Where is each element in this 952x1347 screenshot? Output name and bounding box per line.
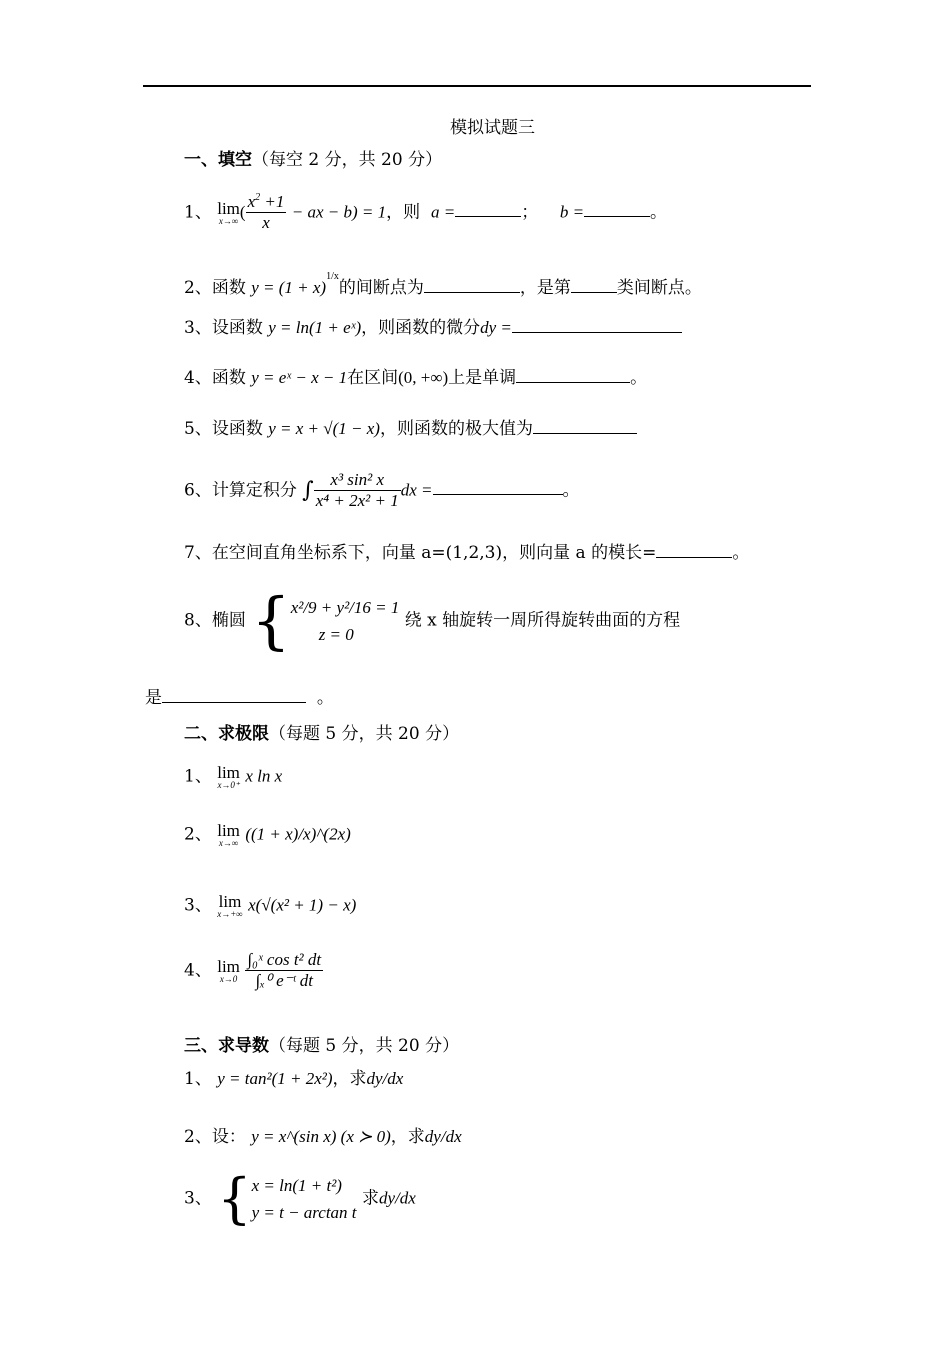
expression: y = x + √(1 − x) xyxy=(268,419,380,438)
derivative-question-2 xyxy=(184,1128,462,1146)
fill-question-8-tail xyxy=(145,688,334,707)
limit-question-4 xyxy=(184,950,323,992)
derivative-question-3 xyxy=(184,1167,416,1231)
section-2-note: （每题 5 分，共 20 分） xyxy=(269,724,460,744)
period: 。 xyxy=(562,480,580,501)
limit-question-2 xyxy=(184,822,351,848)
answer-blank[interactable] xyxy=(162,688,306,703)
text: 是 xyxy=(145,688,162,708)
expression: x ln x xyxy=(245,766,283,786)
fill-question-7 xyxy=(184,543,749,562)
equation-tail: dx = xyxy=(400,480,433,500)
limit-operator: lim x→∞ xyxy=(217,198,240,226)
fraction: $\frac{\text{x³ sin² x}}{\text{x⁴ + 2x² + 1}}$ xyxy=(315,470,399,511)
question-number: 8、 xyxy=(184,610,212,631)
question-number: 3、 xyxy=(184,895,212,916)
question-number: 6、 xyxy=(184,480,212,501)
header-rule xyxy=(143,85,811,87)
answer-blank[interactable] xyxy=(424,278,520,293)
answer-blank[interactable] xyxy=(516,368,630,383)
fill-question-2 xyxy=(184,272,702,297)
expression: y = eˣ − x − 1 xyxy=(251,368,348,387)
answer-blank[interactable] xyxy=(533,419,637,434)
section-heading-2 xyxy=(184,726,459,743)
fill-question-1: 1、 lim x→∞ ( $\frac{x^2 +1}{x}$ − ax − b) = 1，则 a = ； b = 。 xyxy=(184,192,668,233)
expression: y = x^(sin x) (x ≻ 0) xyxy=(251,1127,391,1146)
section-3-title: 三、求导数 xyxy=(184,1036,269,1056)
period: 。 xyxy=(732,543,750,563)
text: 在区间 xyxy=(347,368,399,388)
text: 函数 xyxy=(211,278,246,298)
question-number: 2、 xyxy=(184,1127,212,1147)
question-number: 1、 xyxy=(184,202,212,223)
interval: (0, +∞) xyxy=(398,368,449,387)
text: ，则函数的极大值为 xyxy=(379,419,533,439)
question-number: 7、 xyxy=(184,543,212,563)
limit-operator: lim x→0 xyxy=(217,956,240,984)
section-heading-3 xyxy=(184,1038,459,1055)
text: 上是单调 xyxy=(448,368,517,388)
limit-question-3 xyxy=(184,893,356,919)
brace: { xyxy=(217,1167,252,1231)
limit-operator: lim x→∞ xyxy=(217,821,240,848)
text: 设函数 xyxy=(211,419,263,439)
text: 类间断点。 xyxy=(616,278,702,298)
answer-blank[interactable] xyxy=(512,318,682,333)
text: 设： xyxy=(211,1127,246,1147)
derivative-target: dy/dx xyxy=(424,1127,462,1146)
period: 。 xyxy=(650,202,668,223)
text: ，求 xyxy=(332,1069,367,1089)
question-number: 1、 xyxy=(184,1069,212,1089)
text: 椭圆 xyxy=(211,610,246,631)
question-number: 2、 xyxy=(184,278,212,298)
period: 。 xyxy=(316,688,334,708)
fill-question-5 xyxy=(184,419,637,438)
text: ，求 xyxy=(390,1127,425,1147)
question-number: 3、 xyxy=(184,1188,212,1209)
question-number: 4、 xyxy=(184,368,212,388)
expression: ((1 + x)/x)^(2x) xyxy=(245,824,351,844)
answer-blank-b[interactable] xyxy=(584,202,650,217)
label-a: a = xyxy=(430,202,456,222)
answer-blank-a[interactable] xyxy=(455,202,521,217)
page-title: 模拟试题三 xyxy=(450,118,535,138)
fraction: $\frac{x^2 +1}{x}$ xyxy=(247,192,285,233)
section-1-note: （每空 2 分，共 20 分） xyxy=(252,150,443,170)
derivative-target: dy/dx xyxy=(366,1069,404,1088)
expression: y = tan²(1 + 2x²) xyxy=(217,1069,333,1088)
text: ，是第 xyxy=(519,278,571,298)
question-number: 5、 xyxy=(184,419,212,439)
label-b: b = xyxy=(559,202,585,222)
fill-question-8 xyxy=(184,584,681,657)
expression: y = (1 + x) xyxy=(251,278,327,297)
fraction: $\frac{\text{∫₀ˣ cos t² dt}}{\text{∫ₓ⁰ e⁻ᵗ dt}}$ xyxy=(247,950,322,991)
answer-blank[interactable] xyxy=(571,278,617,293)
answer-blank[interactable] xyxy=(656,543,732,558)
text: ，则 xyxy=(386,202,421,223)
brace: { xyxy=(251,584,291,657)
derivative-target: dy/dx xyxy=(378,1188,416,1208)
text: 设函数 xyxy=(211,318,263,338)
text: 的间断点为 xyxy=(338,278,424,298)
question-number: 2、 xyxy=(184,824,212,845)
text: 绕 x 轴旋转一周所得旋转曲面的方程 xyxy=(404,610,681,631)
expression: y = ln(1 + eˣ) xyxy=(268,318,362,337)
question-number: 4、 xyxy=(184,960,212,981)
fill-question-4 xyxy=(184,368,647,387)
limit-operator: lim x→0⁺ xyxy=(217,763,240,790)
section-2-title: 二、求极限 xyxy=(184,724,269,744)
limit-operator: lim x→+∞ xyxy=(217,892,243,919)
exponent: 1/x xyxy=(326,271,339,282)
separator: ； xyxy=(521,202,539,223)
question-number: 3、 xyxy=(184,318,212,338)
limit-question-1 xyxy=(184,764,282,790)
text: 求 xyxy=(361,1188,379,1209)
integral-sign: ∫ xyxy=(302,477,314,503)
fill-question-6 xyxy=(184,470,580,512)
text: 在空间直角坐标系下，向量 a=(1,2,3)，则向量 a 的模长= xyxy=(211,543,657,563)
question-number: 1、 xyxy=(184,766,212,787)
text: 函数 xyxy=(211,368,246,388)
section-3-note: （每题 5 分，共 20 分） xyxy=(269,1036,460,1056)
section-1-title: 一、填空 xyxy=(184,150,252,170)
fill-question-3 xyxy=(184,318,682,337)
equation-system: x²/9 + y²/16 = 1 z = 0 xyxy=(290,597,400,644)
section-heading-1 xyxy=(184,152,442,169)
period: 。 xyxy=(630,368,648,388)
differential: dy = xyxy=(480,318,512,337)
text: ，则函数的微分 xyxy=(361,318,481,338)
expression: x(√(x² + 1) − x) xyxy=(248,895,357,915)
derivative-question-1 xyxy=(184,1070,403,1088)
equation-system: x = ln(1 + t²) y = t − arctan t xyxy=(251,1176,357,1223)
equation-tail: − ax − b) = 1 xyxy=(291,202,387,222)
answer-blank[interactable] xyxy=(433,480,563,495)
text: 计算定积分 xyxy=(211,480,297,501)
